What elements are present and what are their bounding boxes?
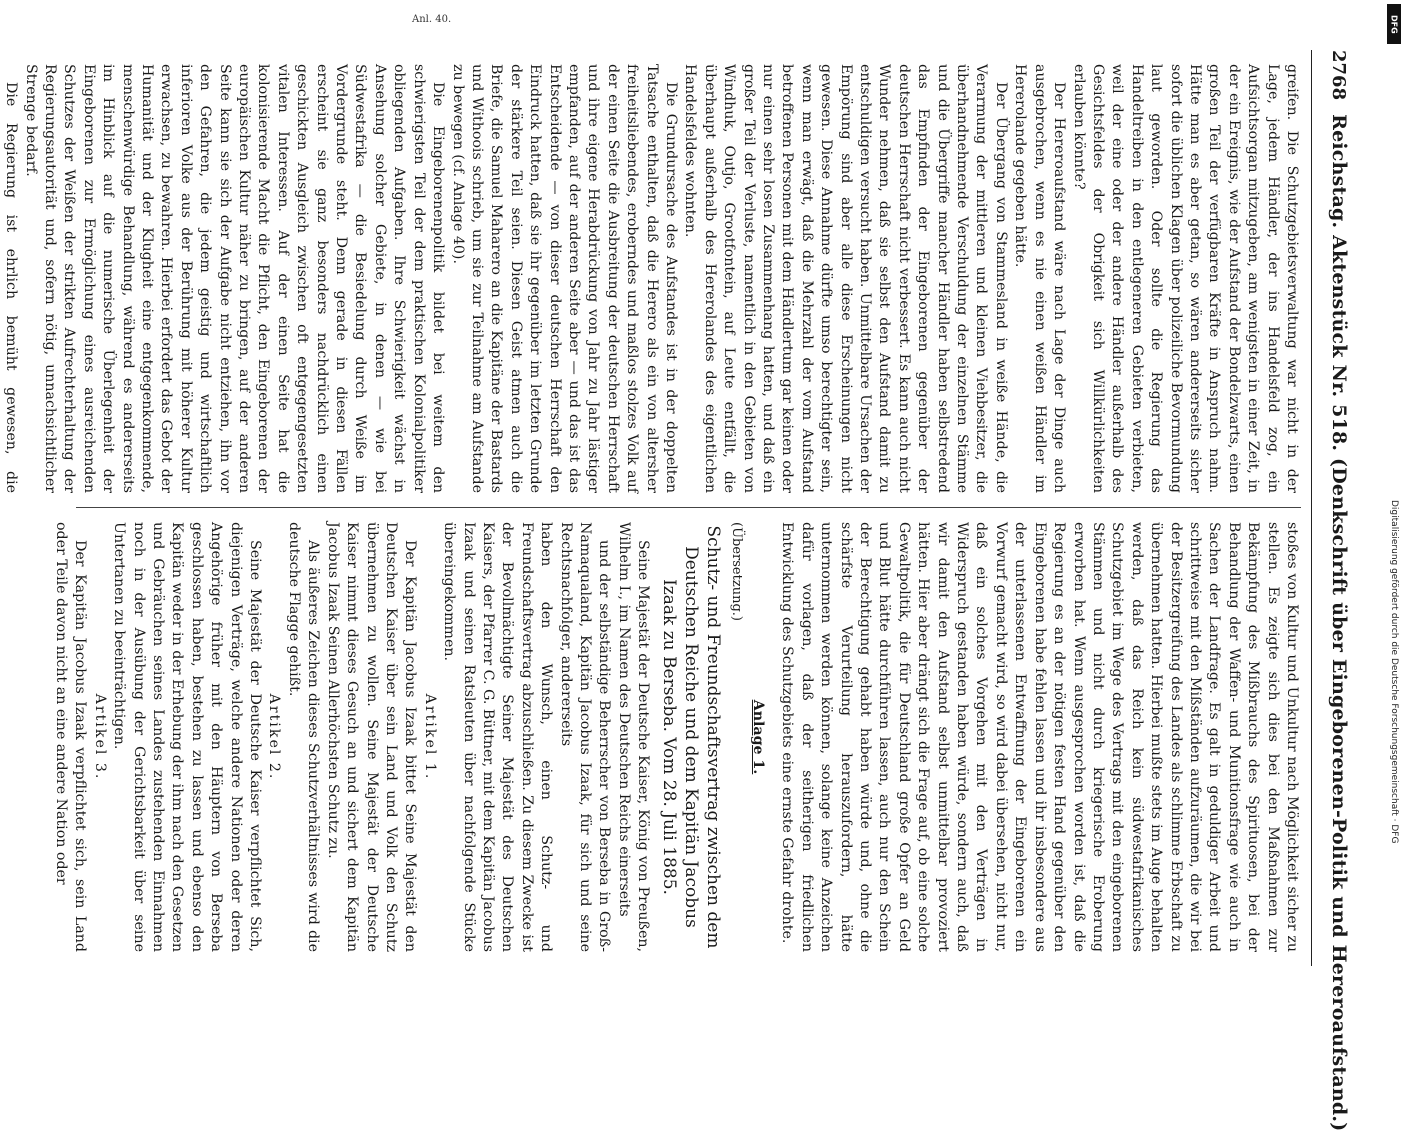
paragraph: Die Grundursache des Aufstandes ist in der doppelten Tatsache enthalten, daß die Herero als ein von altersher freiheitsliebendes, eroberndes und maßlos stolzes Volk auf der einen Seite die Ausbreitung der deutschen Herrschaft und ihre eigene Herabdrückung von Jahr zu Jahr lästiger empfanden, auf der anderen Seite aber — und das ist das Entscheidende — von dieser deutschen Herrschaft den Eindruck hatten, daß sie ihr gegenüber im letzten Grunde der stärkere Teil seien. Diesen Geist atmen auch die Briefe, die Samuel Maharero an die Kapitäne der Bastards und Withoois schrieb, um sie zur Teilnahme am Aufstande zu bewegen (cf. Anlage 40). [449,64,679,493]
dfg-logo-text: DFG [1389,14,1399,34]
treaty-preamble: Seine Majestät der Deutsche Kaiser, König von Preußen, Wilhelm I., im Namen des Deutschen Reichs einerseits [615,522,652,952]
page-number: 2768 [1328,50,1349,101]
article-text: Seine Majestät der Deutsche Kaiser verpflichtet Sich, diejenigen Verträge, welche andere Nationen oder deren Angehörige früher mit den Häuptern von Berseba geschlossen haben, bestehen zu lassen und ebenso den Kapitän weder in der Erhebung der ihm nach den Gesetzen und Gebräuchen seines Landes zustehenden Einnahmen noch in der Ausübung der Gerichtsbarkeit über seine Untertanen zu beeinträchtigen. [111,522,264,952]
margin-note: Anl. 40. [412,14,452,25]
paragraph: Die Eingeborenenpolitik bildet bei weitem den schwierigsten Teil der dem praktischen Kolonialpolitiker obliegenden Aufgaben. Ihre Schwierigkeit wächst in Ansehung solcher Gebiete, in denen — wie bei Südwestafrika — die Besiedelung durch Weiße im Vordergrunde steht. Denn gerade in diesen Fällen erscheint sie ganz besonders nachdrücklich einen geschickten Ausgleich zwischen oft entgegengesetzten vitalen Interessen. Auf der einen Seite hat die kolonisierende Macht die Pflicht, den Eingeborenen der europäischen Kultur näher zu bringen, auf der anderen Seite kann sie sich der Aufgabe nicht entziehen, ihn vor den Gefahren, die jedem geistig und wirtschaftlich inferioren Volke aus der Berührung mit höherer Kultur erwachsen, zu bewahren. Hierbei erfordert das Gebot der Humanität und der Klugheit eine entgegenkommende, menschenwürdige Behandlung, während es andererseits im Hinblick auf die numerische Überlegenheit der Eingeborenen zur Ermöglichung eines ausreichenden Schutzes der Weißen der strikten Aufrechterhaltung der Regierungsautorität und, sofern nötig, unnachsichtlicher Strenge bedarf. [22,64,447,493]
article-text: Als äußeres Zeichen dieses Schutzverhältnisses wird die deutsche Flagge gehißt. [285,522,322,952]
article-heading: Artikel 2. [266,693,283,781]
paragraph: Die Regierung ist ehrlich bemüht gewesen, die [3,82,20,493]
paragraph: greifen. Die Schutzgebietsverwaltung war nicht in der Lage, jedem Händler, der ins Handelsfeld zog, ein Aufsichtsorgan mitzugeben, am wenigsten in einer Zeit, in der ein Ereignis, wie der Aufstand der Bondelzwarts, einen großen Teil der verfügbaren Kräfte in Anspruch nahm. Hätte man es aber getan, so wären andererseits sicher sofort die üblichen Klagen über polizeiliche Bevormundung laut geworden. Oder sollte die Regierung das Handeltreiben in den entlegeneren Gebieten verbieten, weil der eine oder der andere Händler außerhalb des Gesichtsfeldes der Obrigkeit sich Willkürlichkeiten erlauben könnte? [1070,64,1300,493]
article-text: Der Kapitän Jacobus Izaak bittet Seine Majestät den Deutschen Kaiser über sein Land und Volk den Schutz übernehmen zu wollen. Seine Majestät der Deutsche Kaiser nimmt dieses Gesuch an und sichert dem Kapitän Jacobus Izaak Seinen Allerhöchsten Schutz zu. [324,522,419,952]
digitization-footer [1386,500,1404,960]
article-heading: Artikel 3. [91,693,108,781]
treaty-title: Schutz- und Freundschaftsvertrag zwischen dem Deutschen Reiche und dem Kapitän Jacobus Izaak zu Berseba. Vom 28. Juli 1885. [659,525,724,949]
paragraph: stoßes von Kultur und Unkultur nach Möglichkeit sicher zu stellen. Es zeigte sich dies bei den Maßnahmen zur Bekämpfung des Mißbrauchs des Spirituosen, bei der Behandlung der Waffen- und Munitionsfrage wie auch in Sachen der Landfrage. Es galt in geduldiger Arbeit und schrittweise mit den Mißständen aufzuräumen, die wir bei der Besitzergreifung des Landes als schlimme Erbschaft zu übernehmen hatten. Hierbei mußte stets im Auge behalten werden, daß das Reich kein südwestafrikanisches Schutzgebiet im Wege des Vertrags mit den eingeborenen Stämmen und nicht durch kriegerische Eroberung erworben hat. Wenn ausgesprochen worden ist, daß die Regierung es an der nötigen festen Hand gegenüber den Eingeborenen habe fehlen lassen und ihr insbesondere aus der unterlassenen Entwaffnung der Eingeborenen ein Vorwurf gemacht wird, so wird dabei übersehen, nicht nur, daß ein solches Vorgehen mit den Verträgen in Widerspruch gestanden haben würde, sondern auch, daß wir damit den Aufstand selbst unmittelbar provoziert hätten. Hier aber drängt sich die Frage auf, ob eine solche Gewaltpolitik, die für Deutschland große Opfer an Geld und Blut hätte durchführen lassen, auch nur den Schein der Berechtigung gehabt haben würde und, ohne die schärfste Verurteilung herauszufordern, hätte unternommen werden können, solange keine Anzeichen dafür vorlagen, daß der seitherigen friedlichen Entwicklung des Schutzgebiets eine ernste Gefahr drohte. [779,522,1300,952]
article-heading: Artikel 1. [421,693,438,781]
digitization-credit: Digitalisierung gefördert durch die Deutsche Forschungsgemeinschaft · DFG [1389,500,1399,844]
left-column [3,50,1301,508]
article-text: Der Kapitän Jacobus Izaak verpflichtet sich, sein Land oder Teile davon nicht an eine andere Nation oder [53,522,89,952]
right-column [53,508,1301,966]
text-columns [3,50,1301,966]
paragraph: Der Übergang von Stammesland in weiße Hände, die Verarmung der mittleren und kleinen Viehbesitzer, die überhandnehmende Verschuldung der einzelnen Stämme und die Übergriffe mancher Händler haben selbstredend das Empfinden der Eingeborenen gegenüber der deutschen Herrschaft nicht verbessert. Es kann auch nicht Wunder nehmen, daß sie selbst den Aufstand damit zu entschuldigen versucht haben. Unmittelbare Ursachen der Empörung sind aber alle diese Erscheinungen nicht gewesen. Diese Annahme dürfte umso berechtigter sein, wenn man erwägt, daß die Mehrzahl der vom Aufstand betroffenen Personen mit dem Händlertum gar keinen oder nur einen sehr losen Zusammenhang hatten, und daß ein großer Teil der Verluste, namentlich in den Gebieten von Windhuk, Outjo, Grootfontein, auf Leute entfällt, die überhaupt außerhalb des Hererolandes des eigentlichen Handelsfeldes wohnten. [682,64,1009,493]
anlage-heading: Anlage 1. [750,699,767,775]
paragraph: Der Hereroaufstand wäre nach Lage der Dinge auch ausgebrochen, wenn es nie einen weißen Händler im Hererolande gegeben hätte. [1012,64,1068,493]
treaty-preamble: haben den Wunsch, einen Schutz- und Freundschaftsvertrag abzuschließen. Zu diesem Zwecke ist der Bevollmächtigte Seiner Majestät des Deutschen Kaisers, der Pfarrer C. G. Büttner, mit dem Kapitän Jacobus Izaak und seinen Ratsleuten über nachfolgende Stücke übereingekommen. [441,522,555,952]
page-header [1311,50,1350,1131]
page-title: Reichstag. Aktenstück Nr. 518. (Denkschrift über Eingeborenen-Politik und Hereroaufstand.) [1328,114,1350,1131]
translation-note: (Übersetzung.) [728,522,744,621]
dfg-logo [1387,4,1401,44]
treaty-preamble: und der selbständige Beherrscher von Berseba in Groß-Namaqualand, Kapitän Jacobus Izaak, für sich und seine Rechtsnachfolger, andererseits [557,522,613,952]
